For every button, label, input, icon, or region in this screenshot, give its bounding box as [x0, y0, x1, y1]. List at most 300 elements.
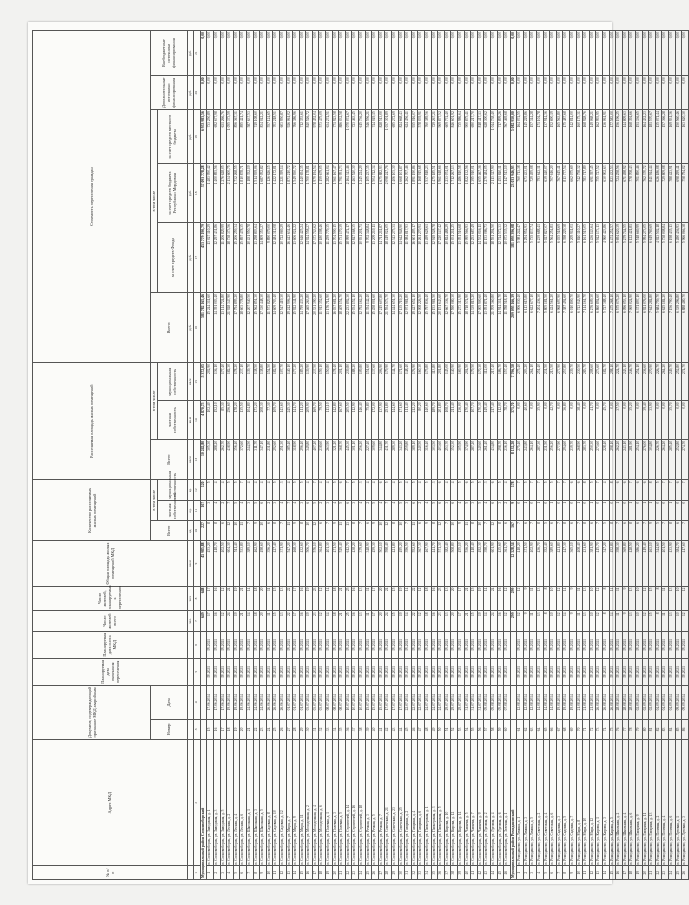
- data-cell: 159,10: [319, 363, 326, 401]
- data-cell: 13: [668, 586, 675, 611]
- data-cell: 208,60: [589, 363, 596, 401]
- data-cell: 12: [642, 611, 649, 631]
- data-cell: 26.08.2014: [609, 685, 616, 719]
- data-cell: 4: [227, 866, 234, 880]
- data-cell: 5: [293, 480, 300, 500]
- data-cell: IV.2021: [444, 658, 451, 685]
- data-cell: 0,00: [319, 76, 326, 110]
- data-cell: IV.2021: [266, 658, 273, 685]
- data-cell: IV.2021: [649, 631, 656, 658]
- data-cell: 0: [635, 500, 642, 520]
- data-cell: 12: [504, 611, 511, 631]
- data-cell: 137,90: [378, 401, 385, 439]
- data-cell: 14 391 003,40: [213, 293, 220, 363]
- data-cell: 418,40: [471, 541, 478, 586]
- data-cell: 42: [385, 719, 392, 739]
- data-cell: 54: [464, 719, 471, 739]
- data-cell: 10 180 198,46: [319, 223, 326, 293]
- address-cell: п. Ромоданово, ул. Гагарина, д. 9: [635, 740, 642, 866]
- data-cell: 1 483 950,42: [207, 164, 214, 223]
- data-cell: 7: [359, 521, 366, 541]
- data-cell: 10 073 535,32: [504, 223, 511, 293]
- data-cell: 11: [616, 611, 623, 631]
- data-cell: 6: [635, 480, 642, 500]
- data-cell: 73: [596, 719, 603, 739]
- address-cell: п. Ромоданово, ул. Садовая, д. 5: [563, 740, 570, 866]
- data-cell: 1 105 237,35: [365, 164, 372, 223]
- data-cell: 13: [583, 611, 590, 631]
- data-cell: IV.2021: [293, 658, 300, 685]
- data-cell: 36: [438, 866, 445, 880]
- data-cell: 432,60: [299, 541, 306, 586]
- data-cell: 14: [563, 586, 570, 611]
- address-cell: п. Сосновоборск, ул. Садовая, д. 10: [273, 740, 280, 866]
- data-cell: 6 398 229,38: [563, 223, 570, 293]
- data-cell: 7: [576, 521, 583, 541]
- address-cell: п. Сосновоборск, ул. Школьная, д. 3: [253, 740, 260, 866]
- data-cell: IV.2021: [662, 631, 669, 658]
- data-cell: 428,50: [629, 541, 636, 586]
- data-cell: 576,10: [312, 541, 319, 586]
- data-cell: 311,70: [253, 439, 260, 480]
- total-cell: [510, 685, 517, 719]
- data-cell: IV.2021: [365, 631, 372, 658]
- data-cell: 5 981 242,47: [517, 223, 524, 293]
- table-row: [266, 31, 273, 880]
- data-cell: 186,70: [497, 363, 504, 401]
- data-cell: 66: [550, 719, 557, 739]
- data-cell: 0,00: [609, 401, 616, 439]
- data-cell: 144,60: [392, 401, 399, 439]
- data-cell: 16: [431, 611, 438, 631]
- data-cell: IV.2021: [583, 631, 590, 658]
- table-row: [424, 31, 431, 880]
- data-cell: IV.2021: [550, 631, 557, 658]
- data-cell: 7 156 790,40: [668, 293, 675, 363]
- data-cell: 12 547 419,30: [279, 293, 286, 363]
- data-cell: 1 514 939,06: [253, 164, 260, 223]
- data-cell: 03.07.2014: [312, 685, 319, 719]
- data-cell: 16: [213, 719, 220, 739]
- total-cell: 6 953 983,56: [200, 110, 207, 164]
- hdr-doc-number: Номер: [151, 719, 188, 739]
- data-cell: 252,80: [675, 439, 682, 480]
- data-cell: 5: [385, 480, 392, 500]
- data-cell: 149 068,21: [589, 110, 596, 164]
- data-cell: 201,10: [339, 363, 346, 401]
- data-cell: 5 294 952,93: [523, 223, 530, 293]
- data-cell: 5 279 744,55: [622, 223, 629, 293]
- data-cell: 6: [451, 500, 458, 520]
- data-cell: 0: [570, 500, 577, 520]
- data-cell: 1 451 840,11: [497, 164, 504, 223]
- table-row: [312, 31, 319, 880]
- data-cell: 78: [629, 719, 636, 739]
- data-cell: 170,40: [464, 401, 471, 439]
- data-cell: 384,70: [675, 541, 682, 586]
- data-cell: 251,30: [279, 439, 286, 480]
- data-cell: 0,00: [642, 31, 649, 76]
- data-cell: 4: [253, 480, 260, 500]
- data-cell: 20: [378, 586, 385, 611]
- data-cell: 276,00: [642, 439, 649, 480]
- data-cell: 29: [392, 866, 399, 880]
- data-cell: 755 727,52: [596, 164, 603, 223]
- data-cell: 0,00: [668, 31, 675, 76]
- data-cell: 7: [556, 480, 563, 500]
- data-cell: 14 444 651,30: [392, 293, 399, 363]
- data-cell: 0,00: [464, 76, 471, 110]
- data-cell: 12 847 168,35: [352, 223, 359, 293]
- data-cell: 455,10: [457, 541, 464, 586]
- data-cell: 0,00: [603, 76, 610, 110]
- data-cell: 8: [583, 521, 590, 541]
- data-cell: IV.2021: [332, 658, 339, 685]
- data-cell: 846 601,92: [451, 110, 458, 164]
- data-cell: 8: [629, 521, 636, 541]
- data-cell: 13: [668, 611, 675, 631]
- data-cell: 25: [273, 719, 280, 739]
- data-cell: 157 344,28: [530, 110, 537, 164]
- data-cell: 31: [405, 866, 412, 880]
- data-cell: 10: [378, 521, 385, 541]
- data-cell: 0,00: [246, 31, 253, 76]
- data-cell: 9: [523, 611, 530, 631]
- data-cell: 762 370,72: [642, 164, 649, 223]
- data-cell: 228,40: [603, 439, 610, 480]
- data-cell: 6: [365, 521, 372, 541]
- data-cell: 3: [359, 480, 366, 500]
- data-cell: 8: [213, 521, 220, 541]
- data-cell: 281,90: [629, 439, 636, 480]
- data-cell: 170,30: [477, 363, 484, 401]
- data-cell: 707 616,20: [550, 164, 557, 223]
- data-cell: 7: [668, 480, 675, 500]
- data-cell: 8: [563, 866, 570, 880]
- data-cell: IV.2021: [550, 658, 557, 685]
- address-cell: п. Ромоданово, ул. Полевая, д. 2: [655, 740, 662, 866]
- hdr-doc-date: Дата: [151, 685, 188, 719]
- data-cell: 0,00: [260, 31, 267, 76]
- data-cell: 6 575 075,20: [616, 293, 623, 363]
- data-cell: IV.2021: [220, 658, 227, 685]
- data-cell: 0,00: [622, 401, 629, 439]
- data-cell: 240,50: [418, 439, 425, 480]
- data-cell: 264,10: [530, 363, 537, 401]
- data-cell: 182,90: [273, 363, 280, 401]
- data-cell: 13: [279, 611, 286, 631]
- data-cell: 151,60: [365, 363, 372, 401]
- data-cell: 27: [378, 866, 385, 880]
- data-cell: 9: [570, 611, 577, 631]
- address-cell: п. Сосновоборск, ул. Пионерская, д. 5: [438, 740, 445, 866]
- column-number: 21: [194, 31, 201, 76]
- data-cell: 109,70: [273, 401, 280, 439]
- data-cell: 624 456,41: [405, 110, 412, 164]
- data-cell: 24: [227, 611, 234, 631]
- column-number: 8: [194, 586, 201, 611]
- data-cell: 6 161 515,05: [583, 223, 590, 293]
- data-cell: 12: [319, 611, 326, 631]
- data-cell: 202,90: [207, 363, 214, 401]
- data-cell: 0,00: [609, 31, 616, 76]
- data-cell: 8: [668, 521, 675, 541]
- data-cell: IV.2021: [530, 631, 537, 658]
- data-cell: 824 668,43: [398, 110, 405, 164]
- data-cell: 793 643,11: [537, 164, 544, 223]
- data-cell: 243,10: [622, 439, 629, 480]
- table-row: [319, 31, 326, 880]
- address-cell: п. Сосновоборск, ул. Луговая, д. 4: [490, 740, 497, 866]
- data-cell: 16: [431, 586, 438, 611]
- data-cell: IV.2021: [682, 631, 689, 658]
- data-cell: 171,60: [398, 401, 405, 439]
- data-cell: 17: [457, 586, 464, 611]
- data-cell: 0,00: [655, 76, 662, 110]
- data-cell: 1: [537, 500, 544, 520]
- data-cell: IV.2021: [438, 631, 445, 658]
- data-cell: 7 475 268,10: [609, 293, 616, 363]
- data-cell: 208,30: [260, 401, 267, 439]
- data-cell: 10 824 488,29: [444, 223, 451, 293]
- data-cell: 17.06.2014: [220, 685, 227, 719]
- data-cell: 0,00: [385, 76, 392, 110]
- data-cell: 40: [372, 719, 379, 739]
- total-cell: 10 242,80: [200, 439, 207, 480]
- address-cell: п. Ромоданово, ул. Кирова, д. 5: [609, 740, 616, 866]
- data-cell: 15 273 313,90: [457, 293, 464, 363]
- data-cell: 03.07.2014: [319, 685, 326, 719]
- data-cell: 8: [207, 521, 214, 541]
- data-cell: 59: [497, 719, 504, 739]
- data-cell: 12: [642, 586, 649, 611]
- data-cell: 209,90: [306, 401, 313, 439]
- data-cell: 9: [260, 866, 267, 880]
- data-cell: 9: [523, 586, 530, 611]
- data-cell: 251,80: [385, 401, 392, 439]
- data-cell: 8: [352, 521, 359, 541]
- data-cell: 8: [253, 866, 260, 880]
- data-cell: 154,50: [266, 363, 273, 401]
- data-cell: 17.07.2014: [398, 685, 405, 719]
- data-cell: 0,00: [227, 31, 234, 76]
- data-cell: IV.2021: [603, 631, 610, 658]
- data-cell: 0,00: [286, 76, 293, 110]
- data-cell: 5 436 143,64: [589, 223, 596, 293]
- data-cell: 834 042,21: [260, 110, 267, 164]
- table-row: [345, 31, 352, 880]
- data-cell: 23: [662, 866, 669, 880]
- data-cell: 257,80: [563, 363, 570, 401]
- data-cell: 435,60: [497, 541, 504, 586]
- column-number: 2: [194, 740, 201, 866]
- data-cell: 69: [570, 719, 577, 739]
- data-cell: 277,90: [556, 439, 563, 480]
- data-cell: 13: [537, 611, 544, 631]
- data-cell: 10: [576, 866, 583, 880]
- data-cell: 3: [405, 500, 412, 520]
- total-cell: 0,00: [200, 76, 207, 110]
- data-cell: IV.2021: [227, 658, 234, 685]
- data-cell: 20: [260, 611, 267, 631]
- data-cell: 0: [662, 500, 669, 520]
- data-cell: IV.2021: [655, 658, 662, 685]
- data-cell: 85: [675, 719, 682, 739]
- unit-cell: кв.м: [187, 401, 194, 439]
- data-cell: 113,10: [326, 401, 333, 439]
- data-cell: 382,40: [444, 541, 451, 586]
- data-cell: 15: [471, 586, 478, 611]
- data-cell: 14: [609, 586, 616, 611]
- data-cell: 05.08.2014: [497, 685, 504, 719]
- data-cell: 1 188 352,19: [246, 164, 253, 223]
- data-cell: 9: [253, 521, 260, 541]
- data-cell: IV.2021: [629, 631, 636, 658]
- data-cell: 16 443 634,46: [286, 223, 293, 293]
- data-cell: 4: [286, 480, 293, 500]
- data-cell: 14 532 016,11: [477, 223, 484, 293]
- data-cell: 431,60: [583, 541, 590, 586]
- data-cell: IV.2021: [570, 631, 577, 658]
- data-cell: 264,20: [662, 439, 669, 480]
- data-cell: 468,30: [293, 541, 300, 586]
- data-cell: 5: [227, 480, 234, 500]
- data-cell: 5 942 173,13: [596, 223, 603, 293]
- data-cell: 1 037 301,89: [385, 110, 392, 164]
- data-cell: IV.2021: [609, 658, 616, 685]
- data-cell: 50: [438, 719, 445, 739]
- data-cell: 12: [490, 521, 497, 541]
- data-cell: 19.06.2014: [227, 685, 234, 719]
- data-cell: 0,00: [213, 76, 220, 110]
- data-cell: 30: [398, 866, 405, 880]
- data-cell: 14.08.2014: [543, 685, 550, 719]
- data-cell: IV.2021: [490, 631, 497, 658]
- column-number: 20: [194, 76, 201, 110]
- data-cell: 39: [365, 719, 372, 739]
- data-cell: 270,90: [649, 363, 656, 401]
- table-row: [372, 31, 379, 880]
- column-number: 15: [194, 363, 201, 401]
- data-cell: 7: [629, 480, 636, 500]
- data-cell: 502,10: [378, 541, 385, 586]
- data-cell: 0,00: [372, 31, 379, 76]
- data-cell: 612,70: [345, 541, 352, 586]
- data-cell: 13: [583, 586, 590, 611]
- data-cell: 1: [576, 500, 583, 520]
- data-cell: 3: [530, 866, 537, 880]
- data-cell: 0,00: [563, 31, 570, 76]
- data-cell: 80: [642, 719, 649, 739]
- column-number: 7: [194, 611, 201, 631]
- data-cell: 56: [477, 719, 484, 739]
- data-cell: 5: [543, 866, 550, 880]
- data-cell: 340,60: [477, 439, 484, 480]
- data-cell: 8: [603, 586, 610, 611]
- data-cell: 1 791 951,73: [339, 164, 346, 223]
- data-cell: 20: [451, 611, 458, 631]
- data-cell: 250,30: [589, 439, 596, 480]
- data-cell: 8: [299, 521, 306, 541]
- data-cell: 4: [293, 500, 300, 520]
- data-cell: 263,90: [326, 439, 333, 480]
- data-cell: 0,00: [583, 76, 590, 110]
- data-cell: 7: [484, 521, 491, 541]
- data-cell: 292,60: [273, 439, 280, 480]
- data-cell: 12: [556, 586, 563, 611]
- data-cell: 0,00: [556, 401, 563, 439]
- data-cell: 19.06.2014: [240, 685, 247, 719]
- data-cell: 4 960 423,86: [603, 223, 610, 293]
- column-number: 19: [194, 110, 201, 164]
- data-cell: 17: [293, 611, 300, 631]
- address-cell: п. Сосновоборск, ул. Мира, д. 11: [299, 740, 306, 866]
- data-cell: 19.08.2014: [556, 685, 563, 719]
- data-cell: 12: [589, 866, 596, 880]
- data-cell: 3: [352, 500, 359, 520]
- data-cell: 615 736,20: [359, 110, 366, 164]
- data-cell: 6 888 480,70: [682, 293, 689, 363]
- address-cell: п. Сосновоборск, ул. Зеленая, д. 1: [504, 740, 511, 866]
- data-cell: IV.2021: [372, 631, 379, 658]
- data-cell: 547,20: [286, 541, 293, 586]
- data-cell: 3: [207, 500, 214, 520]
- data-cell: 34: [332, 719, 339, 739]
- data-cell: 0,00: [365, 76, 372, 110]
- data-cell: 6 096 053,10: [622, 293, 629, 363]
- data-cell: 12: [517, 611, 524, 631]
- data-cell: 14: [326, 611, 333, 631]
- address-cell: п. Сосновоборск, ул. Луговая, д. 6: [497, 740, 504, 866]
- data-cell: 14 799 433,20: [299, 293, 306, 363]
- data-cell: 204,50: [464, 363, 471, 401]
- data-cell: 1 262 707,46: [405, 164, 412, 223]
- data-cell: IV.2021: [431, 658, 438, 685]
- data-cell: 0,00: [484, 76, 491, 110]
- address-cell: п. Ромоданово, ул. Кирова, д. 3: [603, 740, 610, 866]
- table-row: [649, 31, 656, 880]
- data-cell: 112,00: [497, 401, 504, 439]
- data-cell: 735 986,64: [457, 110, 464, 164]
- data-cell: 0,00: [279, 31, 286, 76]
- data-cell: 19: [233, 611, 240, 631]
- data-cell: 6 424 561,20: [550, 293, 557, 363]
- data-cell: 0: [596, 500, 603, 520]
- data-cell: 401,50: [662, 541, 669, 586]
- address-cell: п. Сосновоборск, ул. Школьная, д. 1: [246, 740, 253, 866]
- data-cell: IV.2021: [299, 631, 306, 658]
- data-cell: 5: [372, 500, 379, 520]
- data-cell: 231,50: [543, 439, 550, 480]
- data-cell: IV.2021: [273, 631, 280, 658]
- data-cell: 0,00: [517, 401, 524, 439]
- data-cell: 7 387 494,60: [563, 293, 570, 363]
- data-cell: 150 560,46: [675, 110, 682, 164]
- data-cell: IV.2021: [616, 631, 623, 658]
- data-cell: 15 562 851,30: [253, 293, 260, 363]
- data-cell: 8: [497, 521, 504, 541]
- data-cell: 173,20: [253, 401, 260, 439]
- total-cell: [510, 719, 517, 739]
- data-cell: 7: [596, 480, 603, 500]
- data-cell: 778 708,43: [629, 164, 636, 223]
- data-cell: 179,90: [385, 363, 392, 401]
- data-cell: 1 891 190,86: [411, 164, 418, 223]
- data-cell: IV.2021: [385, 658, 392, 685]
- data-cell: 452,80: [609, 541, 616, 586]
- hdr-area-total: Общая площадь жилых помещений МКД: [33, 541, 188, 586]
- data-cell: 5: [233, 500, 240, 520]
